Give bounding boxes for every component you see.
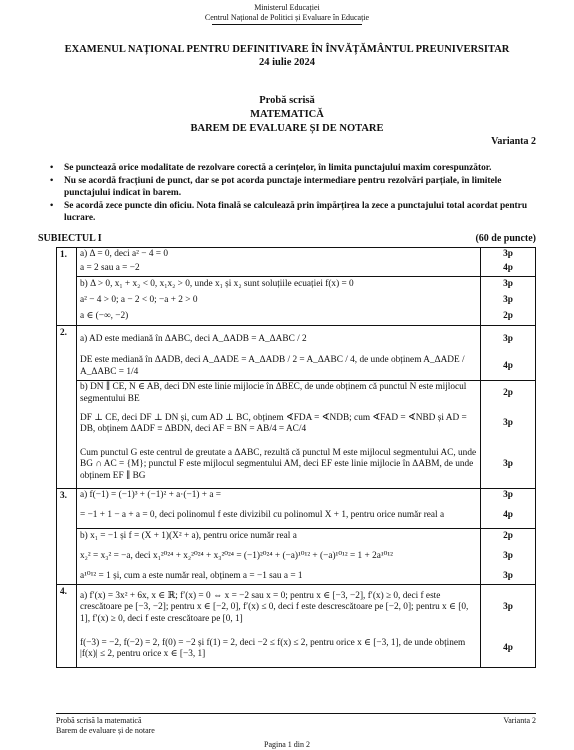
barem-label: BAREM DE EVALUARE ȘI DE NOTARE [190,123,384,134]
points-value: 4p [503,360,513,371]
points-value: 2p [503,387,513,398]
item-number: 4. [57,585,77,668]
table-row [57,585,536,668]
footer-left [56,716,155,736]
part-line: f(−3) = −2, f(−2) = 2, f(0) = −2 și f(1) = 2, deci −2 ≤ f(x) ≤ 2, pentru orice x ∈ [−3, 1], de unde obținem |f(x)| ≤ 2, pentru orice x ∈ [−3, 1] [80,637,466,659]
points-value: 4p [503,263,513,274]
ministry-name: Ministerul Educației [254,3,320,12]
part-line: b) DN ∥ CE, N ∈ AB, deci DN este linie mijlocie în ΔBEC, de unde obținem că punctul N este mijlocul segmentului BE [80,382,467,404]
points-value: 3p [503,418,513,429]
item-part-points [481,489,536,529]
item-part-points [481,529,536,585]
rules-list [50,162,536,225]
item-part-points [481,326,536,381]
points-value: 3p [503,249,513,260]
item-part-content [77,248,481,277]
rule-text: Nu se acordă fracțiuni de punct, dar se pot acorda punctaje intermediare pentru rezolvări parțiale, în limitele punctajului indicat în barem. [64,176,502,198]
footer-variant: Varianta 2 [503,716,536,725]
item-part-content [77,381,481,489]
bullet-icon: • [50,201,54,211]
rule-item [50,200,536,224]
table-row [57,326,536,381]
part-line: DE este mediană în ΔADB, deci A_ΔADE = A_ΔADB / 2 = A_ΔABC / 4, de unde obținem A_ΔADE / A_ΔABC = 1/4 [80,355,465,377]
footer-divider [56,713,536,714]
table-row [57,277,536,326]
part-line: Cum punctul G este centrul de greutate a ΔABC, rezultă că punctul M este mijlocul segmentului AC, unde BG ∩ AC = {M}; punctul F este mijlocul segmentului AM, deci EF este linie mijlocie în ΔABM, de unde obținem EF ∥ BG [80,447,477,481]
footer-probe: Probă scrisă la matematică [56,716,142,725]
item-part-content [77,529,481,585]
item-part-points [481,381,536,489]
variant-label: Varianta 2 [491,136,536,147]
points-value: 4p [503,509,513,520]
rule-item [50,162,536,174]
page-number: Pagina 1 din 2 [264,740,310,749]
item-number: 3. [57,489,77,585]
table-row [57,529,536,585]
center-name: Centrul Național de Politici și Evaluare în Educație [204,13,370,22]
part-line: a = 2 sau a = −2 [80,263,140,274]
part-line: a¹⁰¹² = 1 și, cum a este număr real, obținem a = −1 sau a = 1 [80,570,303,581]
points-value: 3p [503,333,513,344]
part-line: b) x₁ = −1 și f = (X + 1)(X² + a), pentru orice număr real a [80,530,297,541]
part-line: b) Δ > 0, x₁ + x₂ < 0, x₁x₂ > 0, unde x₁ și x₂ sunt soluțiile ecuației f(x) = 0 [80,279,354,290]
item-part-content [77,489,481,529]
points-value: 2p [503,530,513,541]
rule-text: Se acordă zece puncte din oficiu. Nota finală se calculează prin împărțirea la zece a punctajului total acordat pentru lucrare. [64,201,528,223]
footer-barem: Barem de evaluare și de notare [56,726,155,735]
part-line: x₂² = x₃² = −a, deci x₁²⁰²⁴ + x₂²⁰²⁴ + x₃²⁰²⁴ = (−1)²⁰²⁴ + (−a)¹⁰¹² + (−a)¹⁰¹² = 1 + 2a¹⁰¹² [80,550,393,561]
item-part-points [481,248,536,277]
bullet-icon: • [50,176,54,186]
table-row [57,489,536,529]
points-value: 3p [503,295,513,306]
points-value: 3p [503,550,513,561]
points-value: 3p [503,279,513,290]
item-part-content [77,585,481,668]
grading-table [56,247,536,668]
exam-title-block [0,43,574,69]
part-line: a) Δ = 0, deci a² − 4 = 0 [80,249,169,260]
part-line: a² − 4 > 0; a − 2 < 0; −a + 2 > 0 [80,295,198,306]
exam-title: EXAMENUL NAȚIONAL PENTRU DEFINITIVARE ÎN ÎNVĂȚĂMÂNTUL PREUNIVERSITAR [64,44,510,55]
part-line: a) AD este mediană în ΔABC, deci A_ΔADB = A_ΔABC / 2 [80,333,307,344]
points-value: 2p [503,311,513,322]
points-value: 3p [503,459,513,470]
item-number: 1. [57,248,77,326]
part-line: a) f(−1) = (−1)³ + (−1)² + a·(−1) + a = [80,490,222,501]
subject-label: MATEMATICĂ [250,109,324,120]
points-value: 4p [503,643,513,654]
exam-date: 24 iulie 2024 [258,57,315,68]
rule-text: Se punctează orice modalitate de rezolvare corectă a cerințelor, în limita punctajului maxim corespunzător. [64,163,492,173]
part-line: a ∈ (−∞, −2) [80,311,129,322]
exam-subtitle-block [0,94,574,136]
table-row [57,248,536,277]
section-points: (60 de puncte) [475,233,536,244]
table-row [57,381,536,489]
item-part-content [77,326,481,381]
points-value: 3p [503,570,513,581]
item-number: 2. [57,326,77,489]
page-header [0,3,574,23]
item-part-content [77,277,481,326]
part-line: DF ⊥ CE, deci DF ⊥ DN și, cum AD ⊥ BC, obținem ∢FDA = ∢NDB; cum ∢FAD = ∢NBD și AD = DB, obținem ΔADF ≡ ΔBDN, deci AF = BN = AB/4 = AC/4 [80,412,467,434]
points-value: 3p [503,490,513,501]
item-part-points [481,277,536,326]
rule-item [50,175,536,199]
item-part-points [481,585,536,668]
section-title: SUBIECTUL I [38,233,102,244]
part-line: = −1 + 1 − a + a = 0, deci polinomul f este divizibil cu polinomul X + 1, pentru orice număr real a [80,509,445,520]
part-line: a) f′(x) = 3x² + 6x, x ∈ ℝ; f′(x) = 0 ⇔ x = −2 sau x = 0; pentru x ∈ [−3, −2], f′(x) ≥ 0, deci f este crescătoare pe [−3, −2]; pentru x ∈ [−2, 0], f′(x) ≤ 0, deci f este descrescătoare pe [−2, 0]; pentru x ∈ [0, 1], f′(x) ≥ 0, deci f este crescătoare pe [0, 1] [80,590,469,624]
probe-label: Probă scrisă [259,95,315,106]
header-divider [212,24,362,25]
points-value: 3p [503,602,513,613]
bullet-icon: • [50,163,54,173]
